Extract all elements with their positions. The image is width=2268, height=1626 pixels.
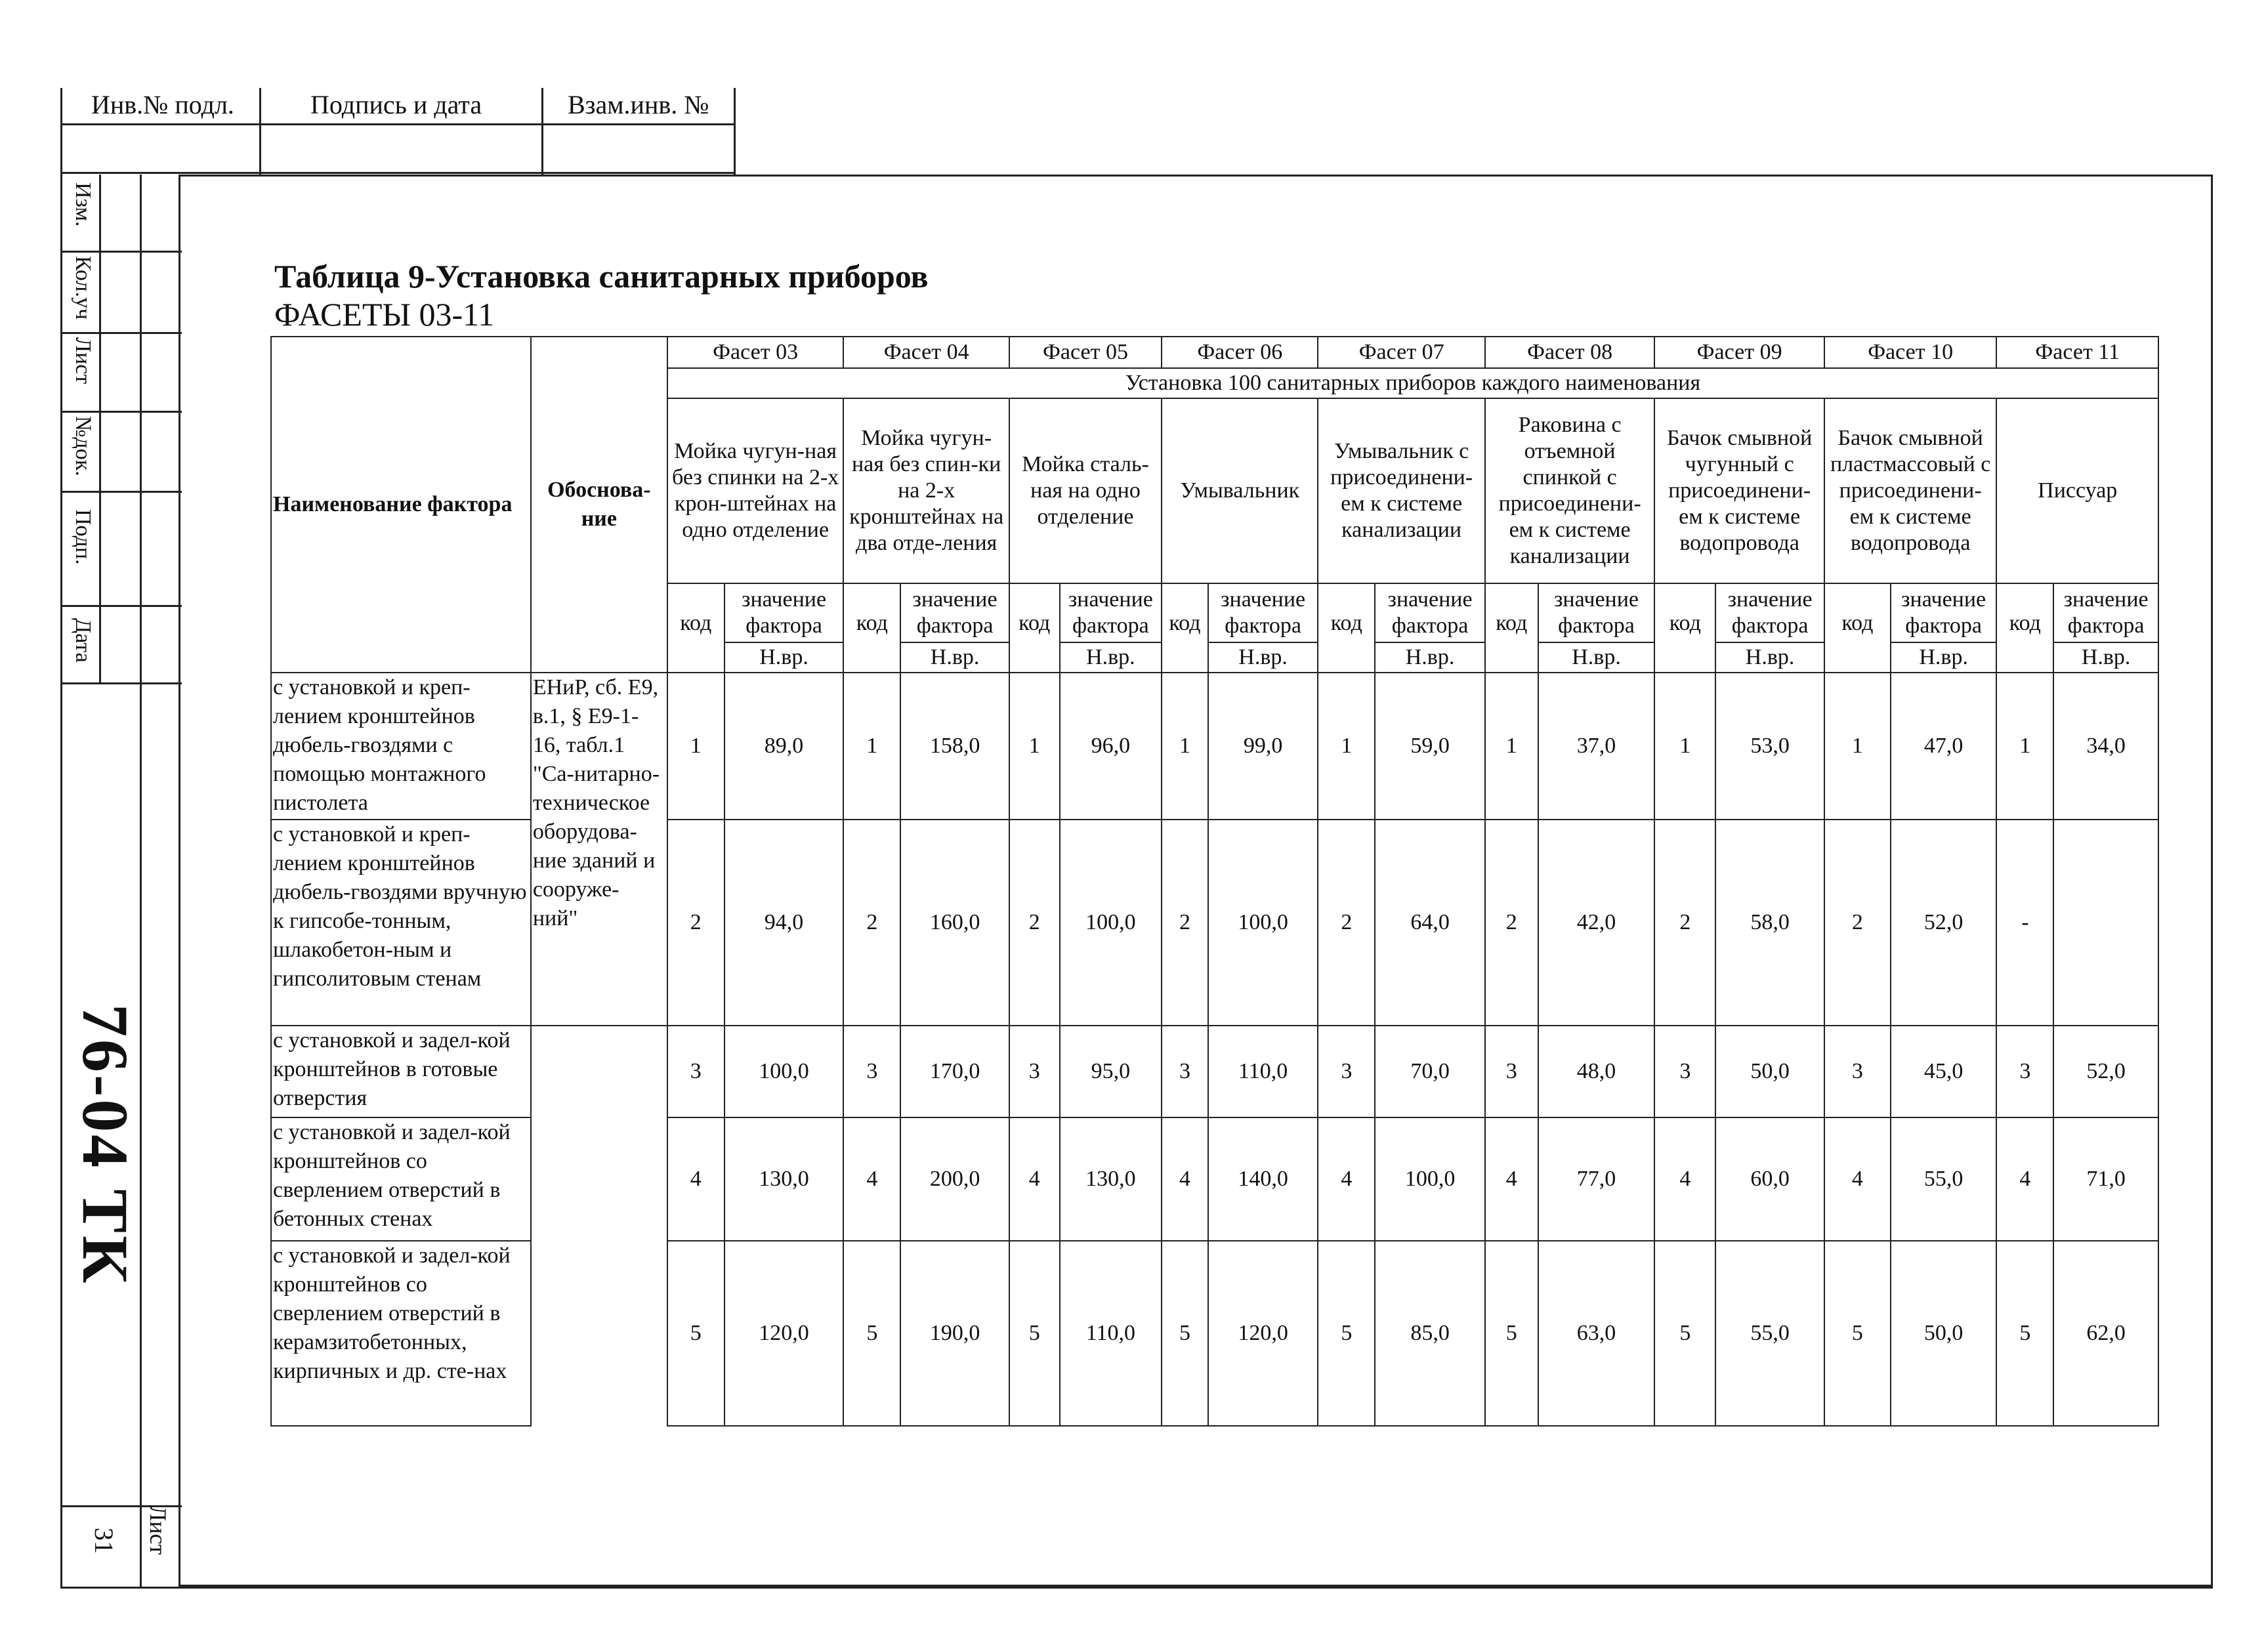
strip-label-kol: Кол.уч: [71, 256, 95, 320]
factor-code: 5: [1654, 1241, 1715, 1426]
approval-stamp: [60, 88, 734, 175]
basis-reference: ЕНиР, сб. Е9, в.1, § Е9-1-16, табл.1 "Са-нитарно-техническое оборудова-ние зданий и сооруже-ний": [531, 673, 667, 1026]
factor-code: 5: [1824, 1241, 1891, 1426]
value-header: значение фактора: [1715, 583, 1824, 642]
facet-header: Фасет 10: [1824, 337, 1997, 368]
sheet-number: 31: [89, 1528, 119, 1554]
factor-code: -: [1996, 820, 2053, 1026]
fixture-header: Бачок смывной чугунный с присоединени-ем к системе водопровода: [1654, 398, 1824, 583]
factor-value: 110,0: [1208, 1026, 1318, 1117]
factor-value: 64,0: [1375, 820, 1485, 1026]
factor-code: 1: [1654, 673, 1715, 820]
factor-value: 160,0: [900, 820, 1009, 1026]
factor-value: 110,0: [1060, 1241, 1162, 1426]
code-header: код: [843, 583, 900, 673]
unit-header: Н.вр.: [1891, 642, 1997, 673]
value-header: значение фактора: [1060, 583, 1162, 642]
factor-code: 5: [667, 1241, 724, 1426]
factor-value: 200,0: [900, 1117, 1009, 1241]
fixture-header: Умывальник: [1162, 398, 1318, 583]
code-header: код: [1485, 583, 1538, 673]
factor-value: 70,0: [1375, 1026, 1485, 1117]
factor-value: 55,0: [1715, 1241, 1824, 1426]
factor-code: 3: [1162, 1026, 1208, 1117]
value-header: значение фактора: [2053, 583, 2158, 642]
factor-code: 1: [1162, 673, 1208, 820]
factor-code: 4: [1996, 1117, 2053, 1241]
factor-code: 4: [667, 1117, 724, 1241]
factor-code: 2: [1318, 820, 1375, 1026]
fixture-header: Бачок смывной пластмассовый с присоединени-ем к системе водопровода: [1824, 398, 1997, 583]
factor-value: 140,0: [1208, 1117, 1318, 1241]
factor-code: 1: [843, 673, 900, 820]
factor-code: 1: [1318, 673, 1375, 820]
code-header: код: [1162, 583, 1208, 673]
factor-code: 5: [1162, 1241, 1208, 1426]
fixture-header: Писсуар: [1996, 398, 2158, 583]
installation-norms-table: [270, 336, 2159, 1427]
factor-code: 4: [1162, 1117, 1208, 1241]
factor-value: 52,0: [1891, 820, 1997, 1026]
value-header: значение фактора: [1538, 583, 1655, 642]
factor-code: 2: [1824, 820, 1891, 1026]
factor-value: 100,0: [1375, 1117, 1485, 1241]
code-header: код: [1996, 583, 2053, 673]
factor-code: 2: [843, 820, 900, 1026]
table-row: [271, 673, 2158, 820]
basis-reference-blank: [531, 1241, 667, 1426]
factor-value: 120,0: [1208, 1241, 1318, 1426]
factor-code: 3: [843, 1026, 900, 1117]
factor-code: 3: [1996, 1026, 2053, 1117]
stamp-inv-label: Инв.№ подл.: [91, 90, 234, 119]
factor-value: 99,0: [1208, 673, 1318, 820]
factor-code: 1: [1009, 673, 1060, 820]
factor-code: 3: [1654, 1026, 1715, 1117]
factor-code: 4: [1318, 1117, 1375, 1241]
revision-strip: [60, 175, 180, 1587]
factor-value: 53,0: [1715, 673, 1824, 820]
factor-value: 50,0: [1715, 1026, 1824, 1117]
unit-header: Н.вр.: [900, 642, 1009, 673]
factor-value: 100,0: [1208, 820, 1318, 1026]
factor-value: 96,0: [1060, 673, 1162, 820]
factor-code: 4: [1009, 1117, 1060, 1241]
factor-name: с установкой и задел-кой кронштейнов со сверлением отверстий в бетонных стенах: [271, 1117, 531, 1241]
factor-code: 3: [1485, 1026, 1538, 1117]
fixture-header: Мойка чугун-ная без спинки на 2-х крон-штейнах на одно отделение: [667, 398, 844, 583]
factor-value: [2053, 820, 2158, 1026]
code-header: код: [1654, 583, 1715, 673]
factor-code: 3: [1824, 1026, 1891, 1117]
table-subtitle: ФАСЕТЫ 03-11: [274, 296, 495, 333]
unit-header: Н.вр.: [1375, 642, 1485, 673]
table-row: [271, 1241, 2158, 1426]
factor-code: 4: [1824, 1117, 1891, 1241]
facet-header: Фасет 08: [1485, 337, 1655, 368]
unit-header: Н.вр.: [1208, 642, 1318, 673]
factor-value: 85,0: [1375, 1241, 1485, 1426]
value-header: значение фактора: [900, 583, 1009, 642]
factor-value: 60,0: [1715, 1117, 1824, 1241]
factor-value: 95,0: [1060, 1026, 1162, 1117]
stamp-signature-label: Подпись и дата: [310, 90, 482, 119]
factor-code: 2: [1162, 820, 1208, 1026]
table-row: [271, 1026, 2158, 1117]
strip-label-data: Дата: [71, 618, 95, 663]
unit-header: Н.вр.: [2053, 642, 2158, 673]
fixture-header: Умывальник с присоединени-ем к системе канализации: [1318, 398, 1484, 583]
code-header: код: [667, 583, 724, 673]
factor-name: с установкой и задел-кой кронштейнов в готовые отверстия: [271, 1026, 531, 1117]
stamp-replacement-label: Взам.инв. №: [568, 90, 709, 119]
span-header: Установка 100 санитарных приборов каждого наименования: [667, 368, 2158, 398]
factor-value: 59,0: [1375, 673, 1485, 820]
factor-value: 120,0: [724, 1241, 844, 1426]
factor-value: 55,0: [1891, 1117, 1997, 1241]
basis-header: Обоснова-ние: [531, 337, 667, 673]
facet-header: Фасет 09: [1654, 337, 1824, 368]
factor-code: 1: [1485, 673, 1538, 820]
factor-name: с установкой и задел-кой кронштейнов со сверлением отверстий в керамзитобетонных, кирпичных и др. сте-нах: [271, 1241, 531, 1426]
facet-header: Фасет 04: [843, 337, 1009, 368]
factor-value: 170,0: [900, 1026, 1009, 1117]
factor-code: 2: [1654, 820, 1715, 1026]
unit-header: Н.вр.: [1715, 642, 1824, 673]
table-title: Таблица 9-Установка санитарных приборов: [274, 258, 929, 295]
facet-header: Фасет 06: [1162, 337, 1318, 368]
factor-value: 94,0: [724, 820, 844, 1026]
factor-value: 63,0: [1538, 1241, 1655, 1426]
factor-value: 100,0: [724, 1026, 844, 1117]
factor-value: 50,0: [1891, 1241, 1997, 1426]
code-header: код: [1318, 583, 1375, 673]
factor-code: 1: [1996, 673, 2053, 820]
factor-code: 4: [843, 1117, 900, 1241]
factor-value: 77,0: [1538, 1117, 1655, 1241]
factor-code: 4: [1485, 1117, 1538, 1241]
facet-header: Фасет 05: [1009, 337, 1162, 368]
factor-code: 5: [1485, 1241, 1538, 1426]
factor-code: 2: [1485, 820, 1538, 1026]
factor-code: 3: [667, 1026, 724, 1117]
factor-value: 190,0: [900, 1241, 1009, 1426]
factor-code: 1: [1824, 673, 1891, 820]
sheet-label: Лист: [145, 1505, 171, 1555]
factor-value: 47,0: [1891, 673, 1997, 820]
code-header: код: [1824, 583, 1891, 673]
strip-label-izm: Изм.: [71, 182, 95, 227]
code-header: код: [1009, 583, 1060, 673]
unit-header: Н.вр.: [724, 642, 844, 673]
factor-code: 3: [1009, 1026, 1060, 1117]
factor-code: 5: [1009, 1241, 1060, 1426]
factor-code: 3: [1318, 1026, 1375, 1117]
factor-value: 71,0: [2053, 1117, 2158, 1241]
unit-header: Н.вр.: [1538, 642, 1655, 673]
factor-value: 48,0: [1538, 1026, 1655, 1117]
table-row: [271, 1117, 2158, 1241]
factor-value: 130,0: [724, 1117, 844, 1241]
strip-label-ndoc: №док.: [71, 416, 95, 476]
factor-code: 5: [843, 1241, 900, 1426]
value-header: значение фактора: [1375, 583, 1485, 642]
factor-name: с установкой и креп-лением кронштейнов дюбель-гвоздями с помощью монтажного пистолета: [271, 673, 531, 820]
factor-value: 58,0: [1715, 820, 1824, 1026]
facet-header: Фасет 07: [1318, 337, 1484, 368]
factor-value: 37,0: [1538, 673, 1655, 820]
strip-label-podp: Подп.: [71, 509, 95, 565]
facet-header: Фасет 11: [1996, 337, 2158, 368]
factor-value: 130,0: [1060, 1117, 1162, 1241]
basis-reference-blank: [531, 1117, 667, 1241]
factor-code: 4: [1654, 1117, 1715, 1241]
factor-value: 158,0: [900, 673, 1009, 820]
factor-value: 89,0: [724, 673, 844, 820]
value-header: значение фактора: [724, 583, 844, 642]
factor-name: с установкой и креп-лением кронштейнов дюбель-гвоздями вручную к гипсобе-тонным, шлакобетон-ным и гипсолитовым стенам: [271, 820, 531, 1026]
factor-value: 52,0: [2053, 1026, 2158, 1117]
unit-header: Н.вр.: [1060, 642, 1162, 673]
factor-value: 45,0: [1891, 1026, 1997, 1117]
factor-value: 34,0: [2053, 673, 2158, 820]
document-code: 76-04 ТК: [69, 1004, 142, 1286]
strip-label-list: Лист: [71, 337, 95, 385]
value-header: значение фактора: [1891, 583, 1997, 642]
factor-code: 2: [1009, 820, 1060, 1026]
frame-bottom-line: [60, 1587, 2213, 1589]
basis-reference-blank: [531, 1026, 667, 1117]
factor-code: 1: [667, 673, 724, 820]
value-header: значение фактора: [1208, 583, 1318, 642]
fixture-header: Раковина с отъемной спинкой с присоединени-ем к системе канализации: [1485, 398, 1655, 583]
fixture-header: Мойка чугун-ная без спин-ки на 2-х кронштейнах на два отде-ления: [843, 398, 1009, 583]
factor-value: 100,0: [1060, 820, 1162, 1026]
fixture-header: Мойка сталь-ная на одно отделение: [1009, 398, 1162, 583]
factor-value: 42,0: [1538, 820, 1655, 1026]
factor-code: 5: [1318, 1241, 1375, 1426]
factor-header: Наименование фактора: [271, 337, 531, 673]
facet-header: Фасет 03: [667, 337, 844, 368]
factor-code: 2: [667, 820, 724, 1026]
factor-value: 62,0: [2053, 1241, 2158, 1426]
factor-code: 5: [1996, 1241, 2053, 1426]
